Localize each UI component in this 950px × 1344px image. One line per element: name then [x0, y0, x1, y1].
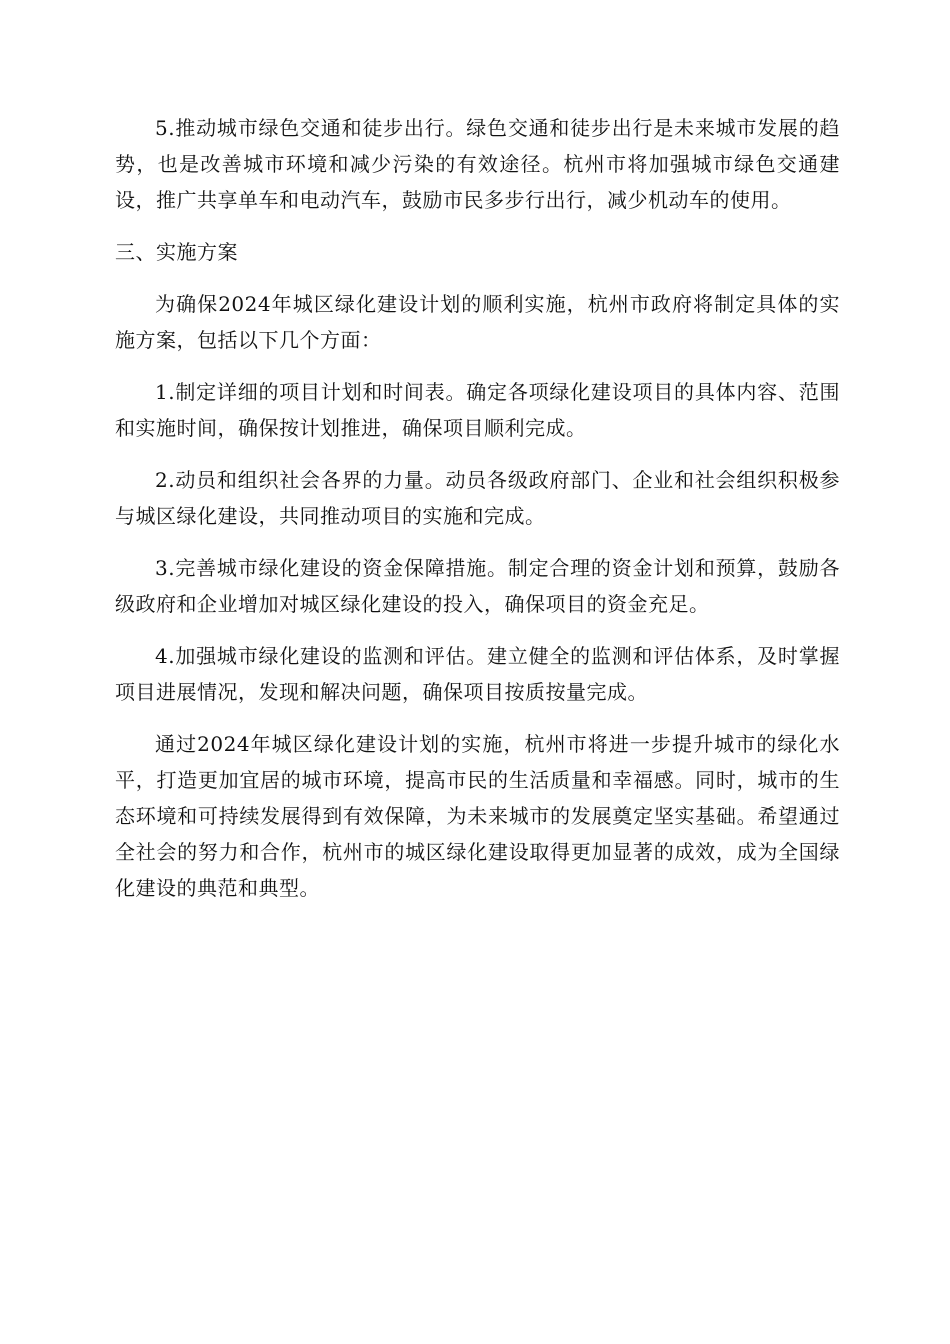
paragraph-item-3: 3.完善城市绿化建设的资金保障措施。制定合理的资金计划和预算，鼓励各级政府和企业增加对城区绿化建设的投入，确保项目的资金充足。	[115, 556, 840, 616]
paragraph-conclusion: 通过2024年城区绿化建设计划的实施，杭州市将进一步提升城市的绿化水平，打造更加宜居的城市环境，提高市民的生活质量和幸福感。同时，城市的生态环境和可持续发展得到有效保障，为未来城市的发展奠定坚实基础。希望通过全社会的努力和合作，杭州市的城区绿化建设取得更加显著的成效，成为全国绿化建设的典范和典型。	[115, 732, 840, 900]
paragraph-item-2: 2.动员和组织社会各界的力量。动员各级政府部门、企业和社会组织积极参与城区绿化建设，共同推动项目的实施和完成。	[115, 468, 840, 528]
paragraph-item-1: 1.制定详细的项目计划和时间表。确定各项绿化建设项目的具体内容、范围和实施时间，确保按计划推进，确保项目顺利完成。	[115, 380, 840, 440]
document-body	[115, 110, 840, 922]
paragraph-green-transport: 5.推动城市绿色交通和徒步出行。绿色交通和徒步出行是未来城市发展的趋势，也是改善城市环境和减少污染的有效途径。杭州市将加强城市绿色交通建设，推广共享单车和电动汽车，鼓励市民多步行出行，减少机动车的使用。	[115, 116, 840, 212]
paragraph-implementation-intro: 为确保2024年城区绿化建设计划的顺利实施，杭州市政府将制定具体的实施方案，包括以下几个方面：	[115, 292, 840, 352]
section-heading-implementation: 三、实施方案	[115, 240, 238, 264]
paragraph-item-4: 4.加强城市绿化建设的监测和评估。建立健全的监测和评估体系，及时掌握项目进展情况，发现和解决问题，确保项目按质按量完成。	[115, 644, 840, 704]
